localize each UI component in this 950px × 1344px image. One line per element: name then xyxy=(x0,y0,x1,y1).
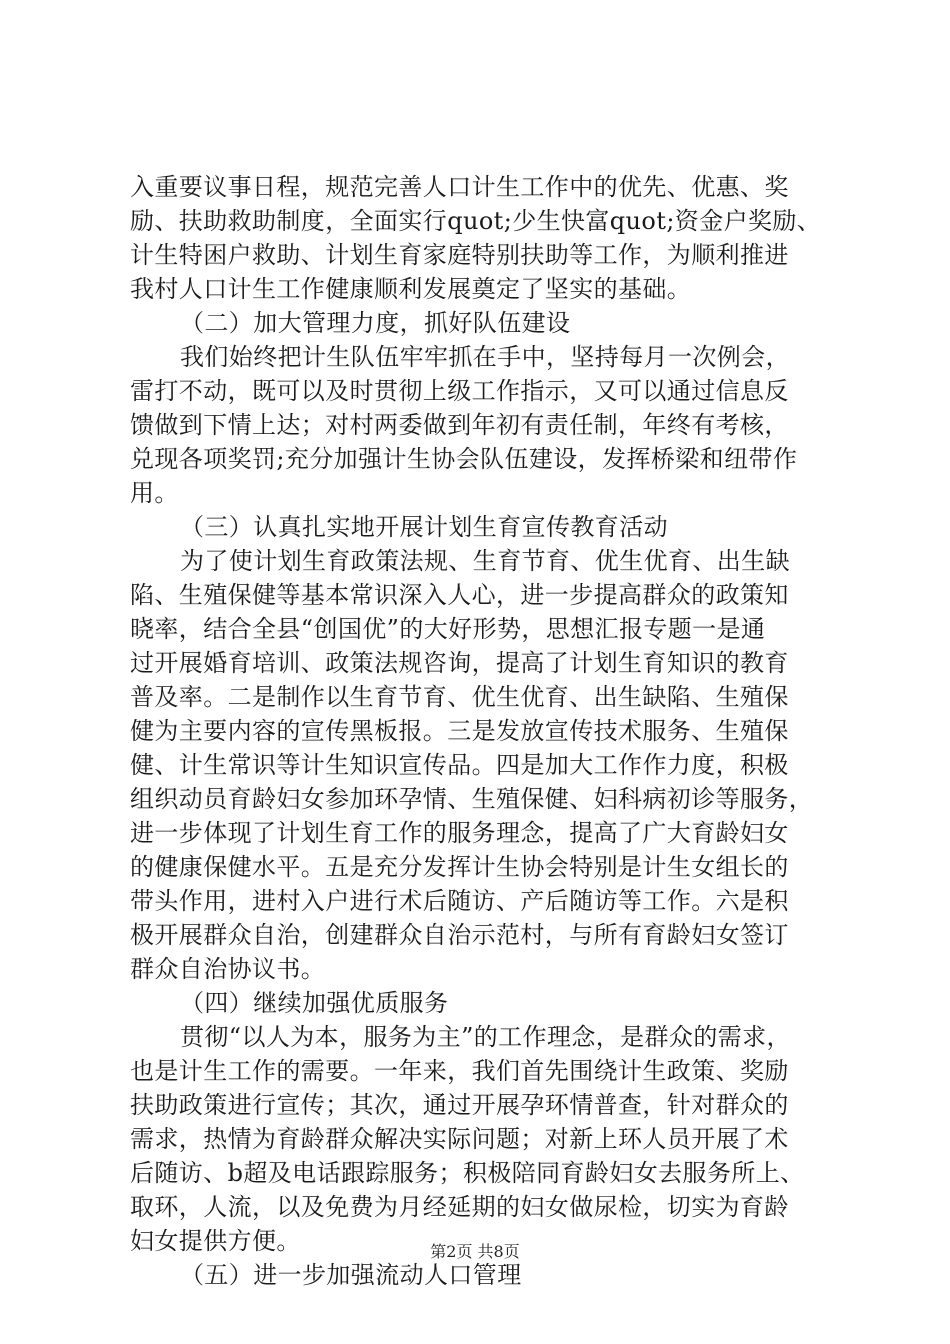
text-line: 过开展婚育培训、政策法规咨询，提高了计划生育知识的教育 xyxy=(130,649,789,677)
text-line: 需求，热情为育龄群众解决实际问题；对新上环人员开展了术 xyxy=(130,1125,789,1153)
text-line: 励、扶助救助制度，全面实行quot;少生快富quot;资金户奖励、 xyxy=(130,207,822,235)
text-line: 贯彻“以人为本，服务为主”的工作理念，是群众的需求， xyxy=(180,1023,791,1051)
text-line: 健为主要内容的宣传黑板报。三是发放宣传技术服务、生殖保 xyxy=(130,717,789,745)
text-line: 进一步体现了计划生育工作的服务理念，提高了广大育龄妇女 xyxy=(130,819,789,847)
text-line: 普及率。二是制作以生育节育、优生优育、出生缺陷、生殖保 xyxy=(130,683,789,711)
text-line: 取环，人流，以及免费为月经延期的妇女做尿检，切实为育龄 xyxy=(130,1193,789,1221)
text-line: 带头作用，进村入户进行术后随访、产后随访等工作。六是积 xyxy=(130,887,789,915)
section-heading: （四）继续加强优质服务 xyxy=(180,989,449,1017)
text-line: 妇女提供方便。 xyxy=(130,1227,301,1255)
text-line: 我村人口计生工作健康顺利发展奠定了坚实的基础。 xyxy=(130,275,692,303)
text-line: 陷、生殖保健等基本常识深入人心，进一步提高群众的政策知 xyxy=(130,581,789,609)
text-line: 群众自治协议书。 xyxy=(130,955,326,983)
text-line: 馈做到下情上达；对村两委做到年初有责任制，年终有考核， xyxy=(130,411,789,439)
section-heading: （五）进一步加强流动人口管理 xyxy=(180,1261,522,1289)
page-number-footer: 第2页 共8页 xyxy=(430,1242,520,1261)
text-line: 扶助政策进行宣传；其次，通过开展孕环情普查，针对群众的 xyxy=(130,1091,789,1119)
body-text xyxy=(130,170,830,1292)
text-line: 计生特困户救助、计划生育家庭特别扶助等工作，为顺利推进 xyxy=(130,241,789,269)
text-line: 也是计生工作的需要。一年来，我们首先围绕计生政策、奖励 xyxy=(130,1057,789,1085)
text-line: 兑现各项奖罚;充分加强计生协会队伍建设，发挥桥梁和纽带作 xyxy=(130,445,798,473)
text-line: 用。 xyxy=(130,479,179,507)
text-line: 组织动员育龄妇女参加环孕情、生殖保健、妇科病初诊等服务， xyxy=(130,785,814,813)
section-heading: （三）认真扎实地开展计划生育宣传教育活动 xyxy=(180,513,668,541)
text-line: 雷打不动，既可以及时贯彻上级工作指示，又可以通过信息反 xyxy=(130,377,789,405)
section-heading: （二）加大管理力度，抓好队伍建设 xyxy=(180,309,571,337)
text-line: 我们始终把计生队伍牢牢抓在手中，坚持每月一次例会， xyxy=(180,343,790,371)
text-line: 晓率，结合全县“创国优”的大好形势，思想汇报专题一是通 xyxy=(130,615,766,643)
text-line: 的健康保健水平。五是充分发挥计生协会特别是计生女组长的 xyxy=(130,853,789,881)
text-line: 健、计生常识等计生知识宣传品。四是加大工作作力度，积极 xyxy=(130,751,789,779)
text-line: 后随访、b超及电话跟踪服务；积极陪同育龄妇女去服务所上、 xyxy=(130,1159,805,1187)
text-line: 入重要议事日程，规范完善人口计生工作中的优先、优惠、奖 xyxy=(130,173,789,201)
text-line: 极开展群众自治，创建群众自治示范村，与所有育龄妇女签订 xyxy=(130,921,789,949)
text-line: 为了使计划生育政策法规、生育节育、优生优育、出生缺 xyxy=(180,547,790,575)
